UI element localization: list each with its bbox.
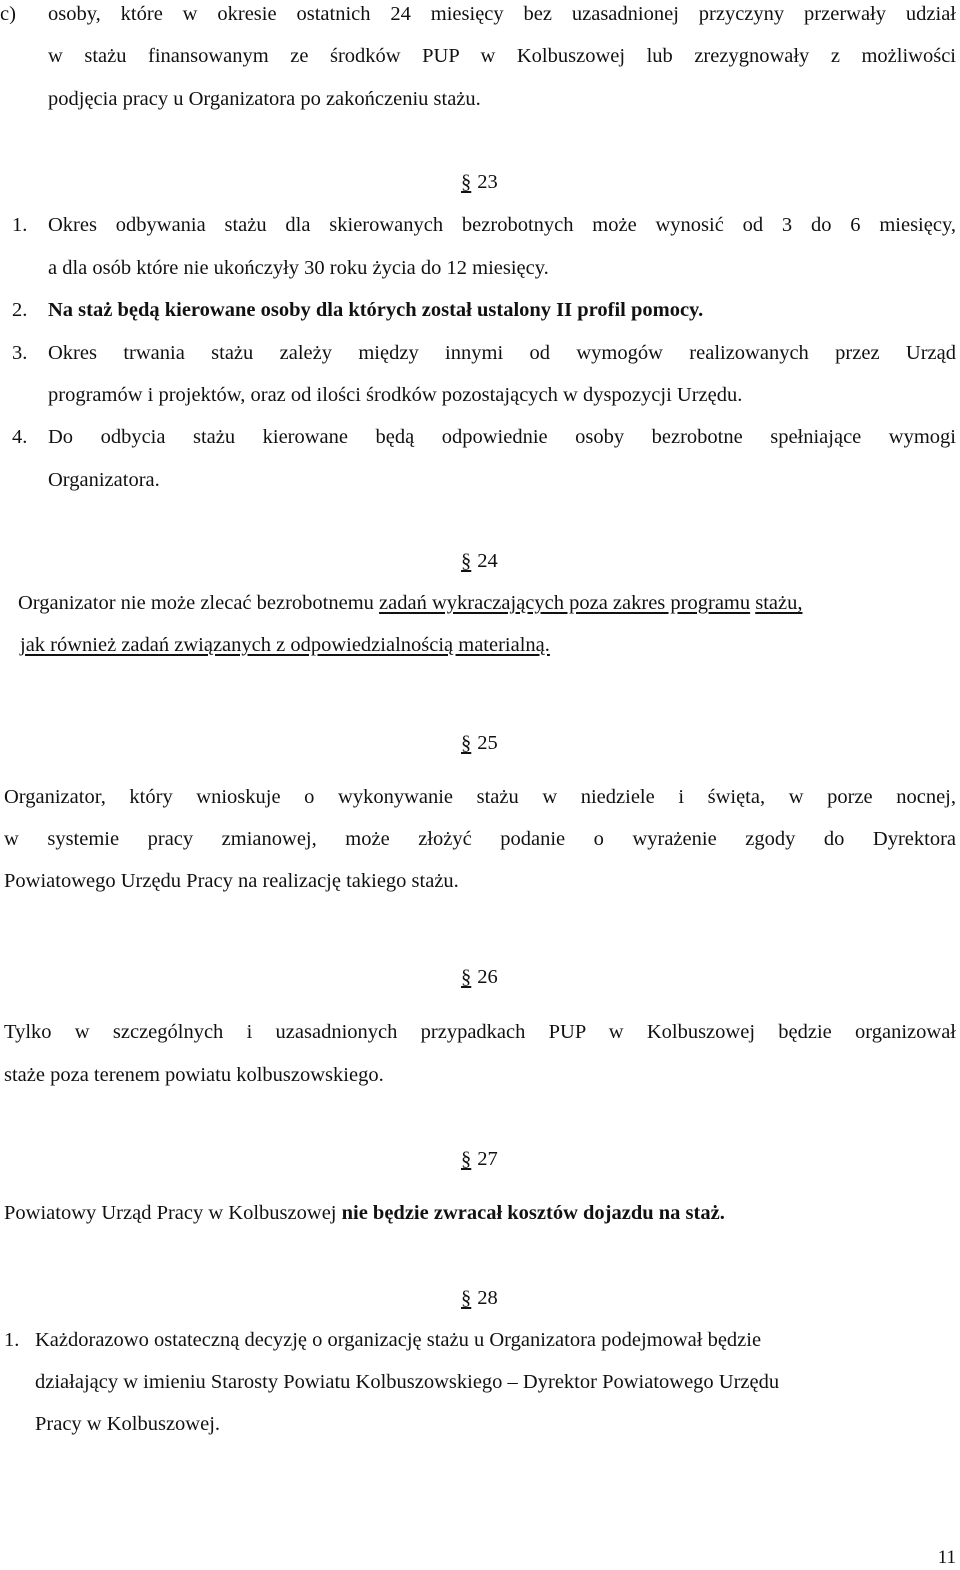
section-24-heading (461, 549, 498, 573)
item-c-marker: c) (0, 3, 16, 25)
sec23-item-4-line-1: Do odbycia stażu kierowane będą odpowiednie osoby bezrobotne spełniające wymogi (48, 426, 956, 448)
section-symbol: § (461, 1287, 472, 1309)
sec23-item-1-line-2: a dla osób które nie ukończyły 30 roku życia do 12 miesięcy. (48, 257, 549, 279)
section-number: 25 (477, 732, 498, 754)
sec24-line-1: Organizator nie może zlecać bezrobotnemu zadań wykraczających poza zakres programu stażu, (18, 592, 803, 614)
sec23-item-3-line-2: programów i projektów, oraz od ilości środków pozostających w dyspozycji Urzędu. (48, 384, 743, 406)
sec23-item-3-line-1: Okres trwania stażu zależy między innymi od wymogów realizowanych przez Urząd (48, 342, 956, 364)
sec24-underlined-2: stażu, (755, 592, 803, 614)
item-c-line-1: osoby, które w okresie ostatnich 24 miesięcy bez uzasadnionej przyczyny przerwały udział (48, 3, 956, 25)
item-c-line-3: podjęcia pracy u Organizatora po zakończeniu stażu. (48, 88, 481, 110)
sec25-line-3: Powiatowego Urzędu Pracy na realizację takiego stażu. (4, 870, 459, 892)
sec26-line-1: Tylko w szczególnych i uzasadnionych przypadkach PUP w Kolbuszowej będzie organizował (4, 1021, 956, 1043)
sec23-item-2-num: 2. (12, 299, 28, 321)
section-28-heading (461, 1286, 498, 1310)
sec23-item-2-line-1: Na staż będą kierowane osoby dla których został ustalony II profil pomocy. (48, 299, 704, 321)
sec28-line-2: działający w imieniu Starosty Powiatu Kolbuszowskiego – Dyrektor Powiatowego Urzędu (35, 1371, 780, 1393)
section-25-heading (461, 731, 498, 755)
section-number: 24 (477, 550, 498, 572)
section-symbol: § (461, 171, 472, 193)
sec27-line-1: Powiatowy Urząd Pracy w Kolbuszowej nie będzie zwracał kosztów dojazdu na staż. (4, 1202, 725, 1224)
page-number: 11 (937, 1547, 956, 1568)
section-number: 26 (477, 966, 498, 988)
section-symbol: § (461, 1148, 472, 1170)
sec24-underlined-1: zadań wykraczających poza zakres programu (379, 592, 751, 614)
section-number: 28 (477, 1287, 498, 1309)
section-number: 27 (477, 1148, 498, 1170)
sec24-line-2 (20, 633, 550, 657)
sec23-item-1-line-1: Okres odbywania stażu dla skierowanych bezrobotnych może wynosić od 3 do 6 miesięcy, (48, 214, 956, 236)
section-26-heading (461, 965, 498, 989)
section-symbol: § (461, 550, 472, 572)
section-symbol: § (461, 966, 472, 988)
sec28-item-1-num: 1. (4, 1329, 20, 1351)
sec23-item-4-num: 4. (12, 426, 28, 448)
sec27-bold-text: nie będzie zwracał kosztów dojazdu na staż. (341, 1202, 725, 1224)
sec24-underlined-3: jak również zadań związanych z odpowiedzialnością materialną. (20, 634, 550, 656)
sec23-item-1-num: 1. (12, 214, 28, 236)
item-c-line-2: w stażu finansowanym ze środków PUP w Kolbuszowej lub zrezygnowały z możliwości (48, 45, 956, 67)
section-23-heading (461, 170, 498, 194)
section-symbol: § (461, 732, 472, 754)
sec25-line-2: w systemie pracy zmianowej, może złożyć podanie o wyrażenie zgody do Dyrektora (4, 828, 956, 850)
section-27-heading (461, 1147, 498, 1171)
section-number: 23 (477, 171, 498, 193)
sec23-item-4-line-2: Organizatora. (48, 469, 160, 491)
sec28-line-1: Każdorazowo ostateczną decyzję o organizację stażu u Organizatora podejmował będzie (35, 1329, 762, 1351)
sec25-line-1: Organizator, który wnioskuje o wykonywanie stażu w niedziele i święta, w porze nocnej, (4, 786, 956, 808)
sec28-line-3: Pracy w Kolbuszowej. (35, 1413, 221, 1435)
sec23-item-3-num: 3. (12, 342, 28, 364)
sec26-line-2: staże poza terenem powiatu kolbuszowskiego. (4, 1064, 384, 1086)
